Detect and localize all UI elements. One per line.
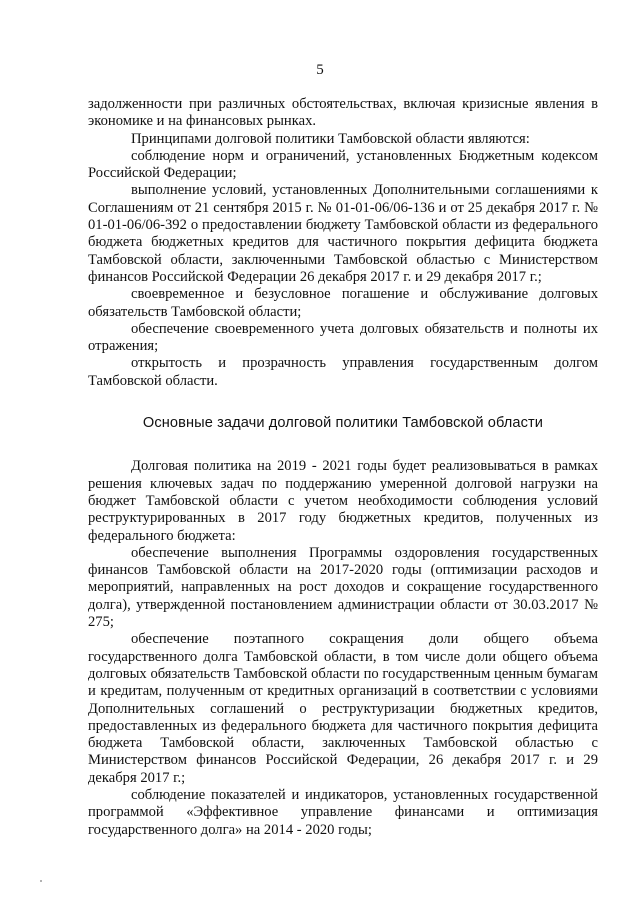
paragraph: Долговая политика на 2019 - 2021 годы будет реализовываться в рамках решения ключевых задач по поддержанию умеренной долговой нагрузки на бюджет Тамбовской области с учетом необходимости соблюдения условий реструктурированных в 2017 году бюджетных кредитов, полученных из федерального бюджета:	[88, 458, 598, 544]
section-heading: Основные задачи долговой политики Тамбовской области	[142, 415, 544, 432]
paragraph: Принципами долговой политики Тамбовской области являются:	[131, 130, 530, 147]
document-body	[88, 96, 598, 839]
list-item: обеспечение своевременного учета долговых обязательств и полноты их отражения;	[88, 320, 598, 355]
scan-artifact	[40, 880, 42, 882]
page-number: 5	[316, 62, 324, 78]
paragraph: задолженности при различных обстоятельствах, включая кризисные явления в экономике и на финансовых рынках.	[88, 96, 598, 130]
list-item: обеспечение выполнения Программы оздоровления государственных финансов Тамбовской области на 2017-2020 годы (оптимизации расходов и мероприятий, направленных на рост доходов и сокращение государственного долга), утвержденной постановлением администрации области от 30.03.2017 № 275;	[88, 544, 598, 631]
list-item: выполнение условий, установленных Дополнительными соглашениями к Соглашениям от 21 сентября 2015 г. № 01-01-06/06-136 и от 25 декабря 2017 г. № 01-01-06/06-392 о предоставлении бюджету Тамбовской области из федерального бюджета бюджетных кредитов для частичного покрытия дефицита бюджета Тамбовской области, заключенными Тамбовской областью с Министерством финансов Российской Федерации 26 декабря 2017 г. и 29 декабря 2017 г.;	[88, 182, 598, 285]
list-item: соблюдение норм и ограничений, установленных Бюджетным кодексом Российской Федерации;	[88, 147, 598, 182]
list-item: обеспечение поэтапного сокращения доли общего объема государственного долга Тамбовской области, в том числе доли общего объема долговых обязательств Тамбовской области по государственным ценным бумагам и кредитам, полученным от кредитных организаций в соответствии с условиями Дополнительных соглашений о реструктуризации бюджетных кредитов, предоставленных из федерального бюджета для частичного покрытия дефицита бюджета Тамбовской области, заключенных Тамбовской областью с Министерством финансов Российской Федерации, 26 декабря 2017 г. и 29 декабря 2017 г.;	[88, 631, 598, 786]
list-item: открытость и прозрачность управления государственным долгом Тамбовской области.	[88, 355, 598, 389]
list-item: своевременное и безусловное погашение и обслуживание долговых обязательств Тамбовской области;	[88, 286, 598, 320]
list-item: соблюдение показателей и индикаторов, установленных государственной программой «Эффективное управление финансами и оптимизация государственного долга» на 2014 - 2020 годы;	[88, 786, 598, 838]
